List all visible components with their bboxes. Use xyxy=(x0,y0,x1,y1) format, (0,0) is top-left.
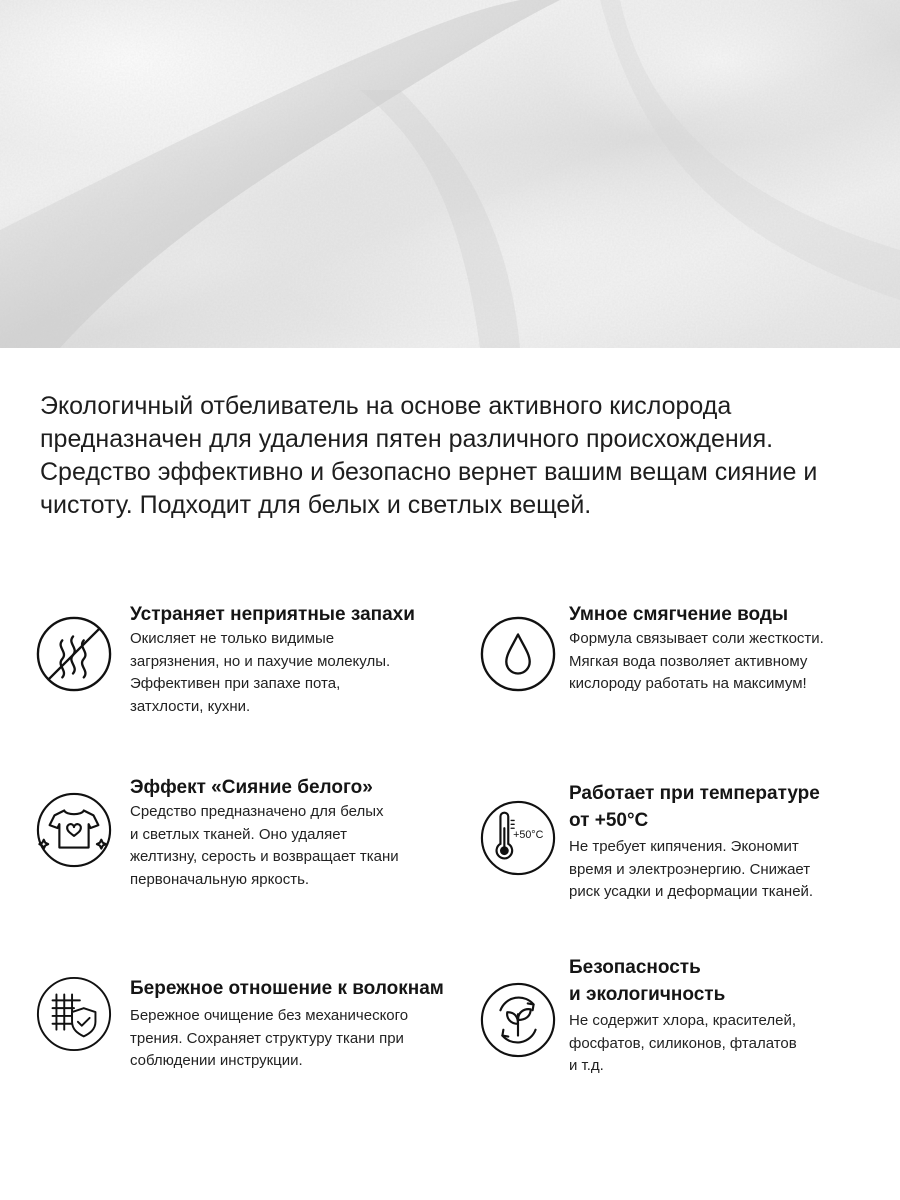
tshirt-sparkle-icon xyxy=(32,788,116,872)
feature-title: Эффект «Сияние белого» xyxy=(130,777,373,798)
feature-title: Бережное отношение к волокнам xyxy=(130,978,444,999)
odor-crossed-icon xyxy=(32,612,116,696)
thermometer-temp-label: +50°C xyxy=(513,829,544,841)
intro-description: Экологичный отбеливатель на основе активного кислорода предназначен для удаления пятен различного происхождения. Средство эффективно и безопасно вернет вашим вещам сияние и чистоту. Подходит для белых и светлых вещей. xyxy=(40,392,818,519)
feature-text: Средство предназначено для белых и светлых тканей. Оно удаляет желтизну, серость и возвращает ткани первоначальную яркость. xyxy=(130,803,399,888)
feature-text: Бережное очищение без механического трения. Сохраняет структуру ткани при соблюдении инструкции. xyxy=(130,1007,409,1069)
feature-title: Умное смягчение воды xyxy=(569,604,789,625)
thermometer-icon xyxy=(476,796,560,880)
towel-texture xyxy=(0,0,900,348)
feature-text: Формула связывает соли жесткости. Мягкая вода позволяет активному кислороду работать на максимум! xyxy=(569,630,824,692)
feature-text: Не содержит хлора, красителей, фосфатов, силиконов, фталатов и т.д. xyxy=(569,1012,797,1074)
hero-image-towel xyxy=(0,0,900,348)
water-drop-icon xyxy=(476,612,560,696)
feature-text: Окисляет не только видимые загрязнения, но и пахучие молекулы. Эффективен при запахе пота, затхлости, кухни. xyxy=(130,630,391,715)
feature-text: Не требует кипячения. Экономит время и электроэнергию. Снижает риск усадки и деформации тканей. xyxy=(569,838,814,900)
feature-title: Устраняет неприятные запахи xyxy=(130,604,415,625)
feature-title: Работает при температуре от +50°C xyxy=(569,783,820,831)
eco-leaf-icon xyxy=(476,978,560,1062)
fabric-shield-icon xyxy=(32,972,116,1056)
feature-title: Безопасность и экологичность xyxy=(569,957,726,1005)
